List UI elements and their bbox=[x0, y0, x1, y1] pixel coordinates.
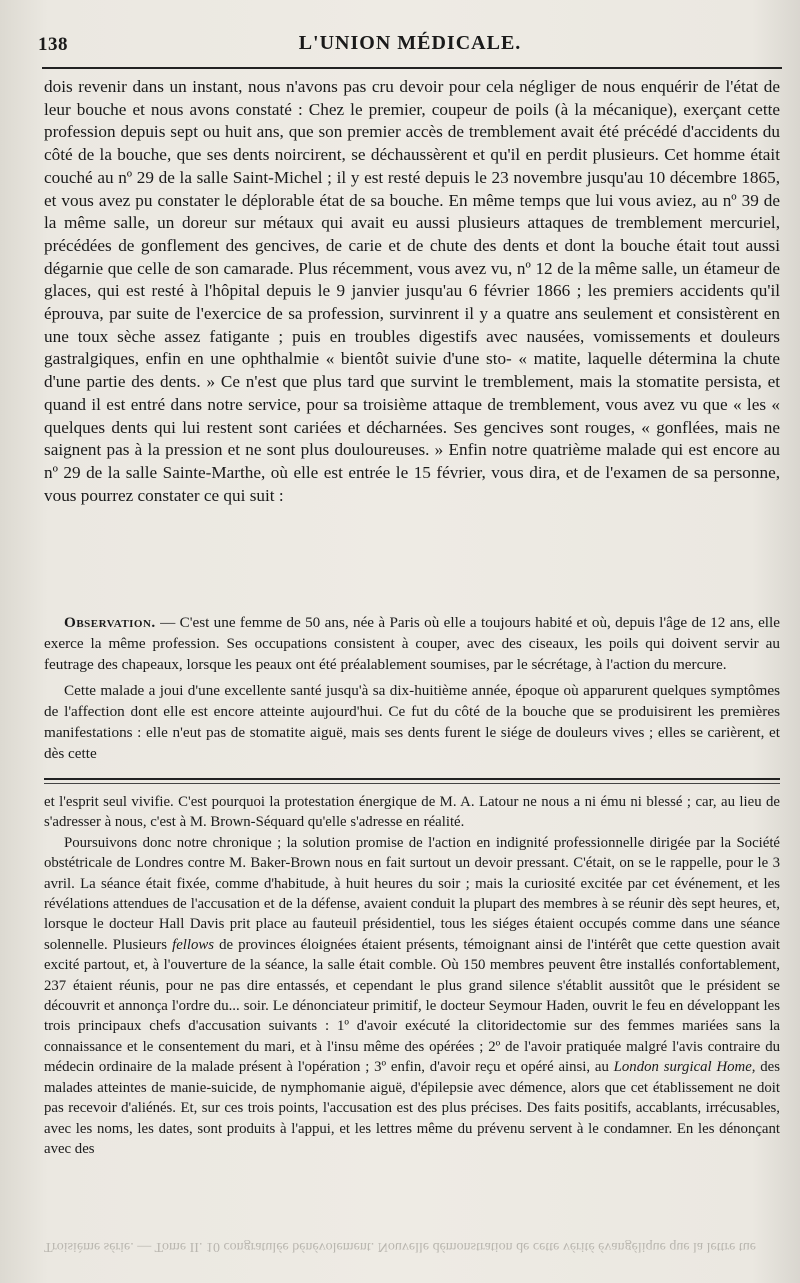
bleed-through-text: Troisième série. — Tome II. 10 congratulée bénévolement. Nouvelle démonstration de cette vérité évangélique que la lettre tue bbox=[44, 1239, 756, 1254]
feuilleton-italic-london: London surgical Home, bbox=[613, 1059, 756, 1076]
feuilleton-text-c: des malades atteintes de manie-suicide, de nymphomanie aiguë, d'épilepsie avec démence, alors que cet établissement ne doit pas recevoir d'aliénés. Et, sur ces trois points, l'accusation est des plus précises. Des faits positifs, accablants, irrécusables, avec les noms, les dates, sont produits à l'appui, et les lettres même du prévenu servent à le condamner. En les dénonçant avec des bbox=[44, 1059, 781, 1157]
page-number: 138 bbox=[38, 34, 68, 55]
observation-paragraph-2: Cette malade a joui d'une excellente santé jusqu'à sa dix-huitième année, époque où apparurent quelques symptômes de l'affection dont elle est encore atteinte aujourd'hui. Ce fut du côté de la bouche que se produisirent les premières manifestations : elle n'eut pas de stomatite aiguë, mais ses dents furent le siége de douleurs vives ; elles se carièrent, et dès cette bbox=[44, 681, 780, 763]
feuilleton-italic-fellows: fellows bbox=[172, 936, 215, 953]
feuilleton-text-a: Poursuivons donc notre chronique ; la solution promise de l'action en indignité professionnelle dirigée par la Société obstétricale de Londres contre M. Baker-Brown nous en fait surtout un devoir pressant. C'était, on se le rappelle, pour le 3 avril. La séance était fixée, comme d'habitude, à huit heures du soir ; mais la curiosité excitée par cet événement, et les révélations attendues de l'accusation et de la défense, avaient conduit la plupart des membres à se réunir dès sept heures, et, lorsque le docteur Hall Davis prit place au fauteuil présidentiel, tous les siéges étaient occupés comme dans une séance solennelle. Plusieurs bbox=[44, 834, 780, 953]
main-text bbox=[44, 76, 780, 507]
observation-text: — C'est une femme de 50 ans, née à Paris où elle a toujours habité et où, depuis l'âge de 12 ans, elle exerce la même profession. Ses occupations consistent à couper, avec des ciseaux, les poils qui doivent servir au feutrage des chapeaux, lorsque les peaux ont été préalablement soumises, par le sécrétage, à l'action du mercure. bbox=[44, 614, 780, 674]
feuilleton-rule-thin bbox=[44, 783, 780, 784]
running-title: L'UNION MÉDICALE. bbox=[298, 32, 522, 54]
page-header bbox=[38, 30, 782, 62]
feuilleton-section bbox=[44, 792, 780, 1159]
feuilleton-paragraph-2 bbox=[44, 833, 780, 1160]
header-rule bbox=[42, 67, 782, 69]
feuilleton-text-b: de provinces éloignées étaient présents, témoignant ainsi de l'intérêt que cette question avait excité partout, et, à l'ouverture de la séance, la salle était comble. Où 150 membres peuvent être installés confortablement, 237 étaient réunis, pour ne pas dire entassés, et cependant le plus grand silence s'établit aussitôt que le président se découvrit et annonça l'ordre du... soir. Le dénonciateur primitif, le docteur Seymour Haden, ouvrit le feu en développant les trois principaux chefs d'accusation suivants : 1º d'avoir exécuté la clitoridectomie sur des femmes mariées sans la connaissance et le consentement du mari, et à l'insu même des opérées ; 2º de l'avoir pratiquée malgré l'avis contraire du médecin ordinaire de la malade présent à l'opération ; 3º enfin, d'avoir reçu et opéré ainsi, au bbox=[44, 936, 780, 1076]
main-paragraph: dois revenir dans un instant, nous n'avons pas cru devoir pour cela négliger de nous enquérir de l'état de leur bouche et nous avons constaté : Chez le premier, coupeur de poils (à la mécanique), exerçant cette profession depuis sept ou huit ans, que son premier accès de tremblement avait été précédé d'accidents du côté de la bouche, que ses dents noircirent, se déchaussèrent et qu'il en perdit plusieurs. Cet homme était couché au nº 29 de la salle Saint-Michel ; il y est resté depuis le 23 novembre jusqu'au 10 décembre 1865, et vous avez pu constater le déplorable état de sa bouche. En même temps que lui vous aviez, au nº 39 de la même salle, un doreur sur métaux qui avait eu aussi plusieurs attaques de tremblement mercuriel, précédées de gonflement des gencives, de carie et de chute des dents et dont la bouche était tout aussi dégarnie que celle de son camarade. Plus récemment, vous avez vu, nº 12 de la même salle, un étameur de glaces, qui est resté à l'hôpital depuis le 9 janvier jusqu'au 6 février 1866 ; les premiers accidents qu'il éprouva, par suite de l'exercice de sa profession, survinrent il y a quatre ans seulement et consistèrent en une toux sèche assez fatigante ; puis en troubles digestifs avec nausées, vomissements et douleurs gastralgiques, enfin en une ophthalmie « bientôt suivie d'une sto- « matite, laquelle détermina la chute d'une partie des dents. » Ce n'est que plus tard que survint le tremblement, mais la stomatite persista, et quand il est entré dans notre service, pour sa troisième attaque de tremblement, vous avez vu que « les « quelques dents qui lui restent sont cariées et décharnées. Ses gencives sont rouges, « gonflées, mais ne saignent pas à la pression et ne sont plus douloureuses. » Enfin notre quatrième malade qui est encore au nº 29 de la salle Sainte-Marthe, où elle est entrée le 15 février, vous dira, et de l'examen de sa personne, vous pourrez constater ce qui suit : bbox=[44, 77, 780, 505]
observation-section bbox=[44, 612, 780, 768]
observation-label: Observation. bbox=[64, 614, 156, 631]
observation-paragraph bbox=[44, 612, 780, 676]
feuilleton-rule bbox=[44, 778, 780, 780]
feuilleton-paragraph-1: et l'esprit seul vivifie. C'est pourquoi la protestation énergique de M. A. Latour ne nous a ni ému ni blessé ; car, au lieu de s'adresser à nous, c'est à M. Brown-Séquard qu'elle s'adresse en réalité. bbox=[44, 794, 780, 831]
